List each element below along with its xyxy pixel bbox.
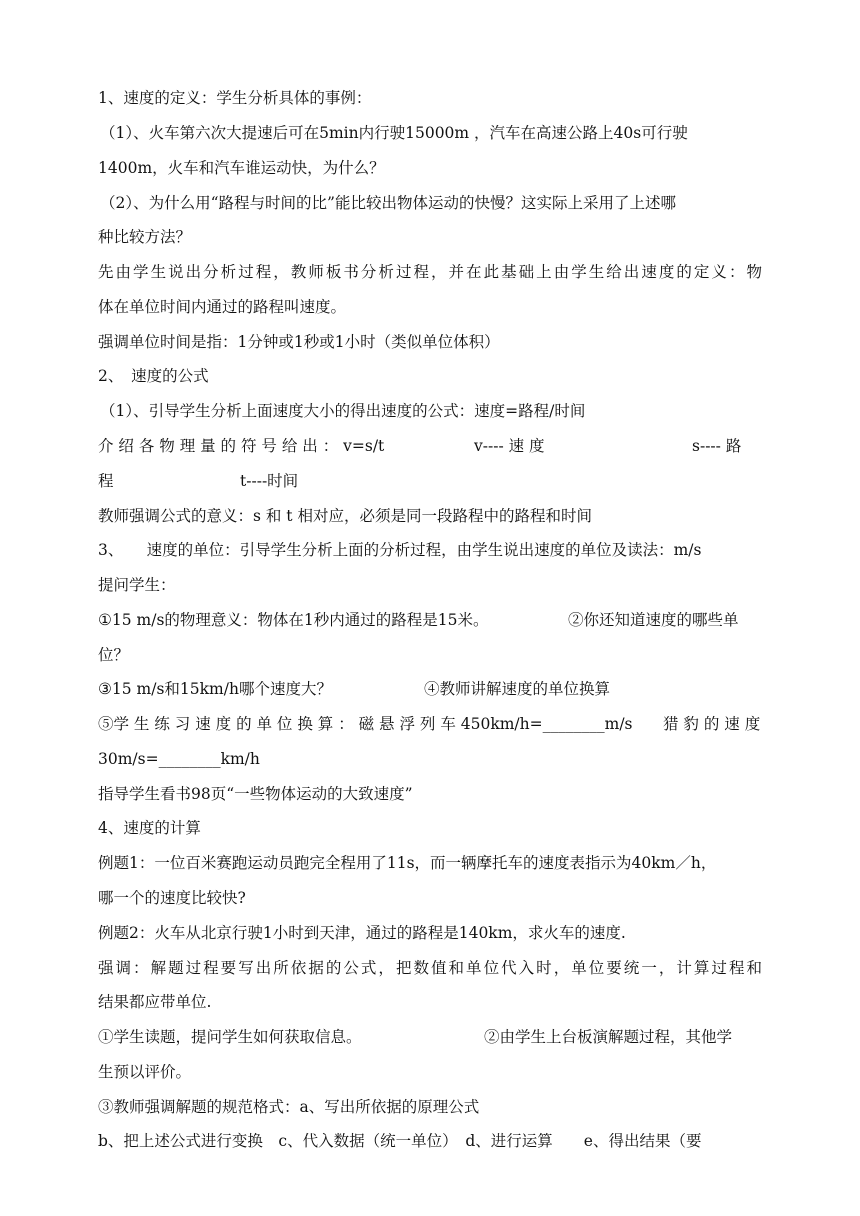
exercise-maglev: ⑤学 生 练 习 速 度 的 单 位 换 算 ： 磁 悬 浮 列 车 450km/h=________m/s	[98, 715, 633, 733]
procedure-line-1: 先由学生说出分析过程，教师板书分析过程，并在此基础上由学生给出速度的定义：物	[98, 263, 762, 281]
solution-emphasis-line-1: 强调：解题过程要写出所依据的公式，把数值和单位代入时，单位要统一，计算过程和	[98, 959, 762, 977]
question-2-continuation: 位？	[98, 646, 130, 664]
step-3: ③教师强调解题的规范格式：a、写出所依据的原理公式	[98, 1098, 480, 1116]
exercise-cheetah: 猎 豹 的 速 度	[663, 715, 761, 733]
symbol-s: s---- 路	[692, 437, 742, 455]
formula-derivation: （1）、引导学生分析上面速度大小的得出速度的公式：速度=路程/时间	[100, 402, 586, 420]
heading-speed-unit: 3、 速度的单位：引导学生分析上面的分析过程，由学生说出速度的单位及读法：m/s	[98, 541, 702, 559]
step-2-continuation: 生预以评价。	[98, 1063, 192, 1081]
step-3-substeps: b、把上述公式进行变换 c、代入数据（统一单位） d、进行运算 e、得出结果（要	[98, 1132, 702, 1150]
example-problem-1-line-2: 哪一个的速度比较快?	[98, 889, 246, 907]
formula-meaning: 教师强调公式的意义：s 和 t 相对应，必须是同一段路程中的路程和时间	[98, 507, 592, 525]
example-1-line-1: （1）、火车第六次大提速后可在5min内行驶15000m ，汽车在高速公路上40s可行驶	[100, 124, 688, 142]
question-2: ②你还知道速度的哪些单	[568, 611, 739, 629]
exercise-continuation: 30m/s=________km/h	[98, 750, 260, 768]
solution-emphasis-line-2: 结果都应带单位.	[98, 993, 212, 1011]
example-problem-1-line-1: 例题1：一位百米赛跑运动员跑完全程用了11s，而一辆摩托车的速度表指示为40km／h，	[98, 854, 717, 872]
example-problem-2: 例题2：火车从北京行驶1小时到天津，通过的路程是140km，求火车的速度.	[98, 924, 626, 942]
heading-speed-calculation: 4、速度的计算	[98, 819, 201, 837]
symbols-intro: 介 绍 各 物 理 量 的 符 号 给 出 ： v=s/t	[98, 437, 385, 455]
question-3: ③15 m/s和15km/h哪个速度大？	[98, 680, 332, 698]
procedure-line-2: 体在单位时间内通过的路程叫速度。	[98, 298, 347, 316]
symbol-v: v---- 速 度	[474, 437, 545, 455]
symbols-line-1	[98, 434, 762, 458]
example-1-line-2: 1400m，火车和汽车谁运动快，为什么？	[98, 159, 385, 177]
exercise-row	[98, 712, 762, 736]
heading-speed-definition: 1、速度的定义：学生分析具体的事例：	[98, 89, 372, 107]
emphasis-unit-time: 强调单位时间是指：1分钟或1秒或1小时（类似单位体积）	[98, 333, 500, 351]
symbols-line-2	[98, 469, 762, 493]
symbol-t: t----时间	[240, 472, 299, 490]
steps-row-1	[98, 1025, 762, 1049]
example-2-line-1: （2）、为什么用“路程与时间的比”能比较出物体运动的快慢？这实际上采用了上述哪	[100, 194, 676, 212]
question-1: ①15 m/s的物理意义：物体在1秒内通过的路程是15米。	[98, 611, 489, 629]
heading-speed-formula: 2、 速度的公式	[98, 367, 209, 385]
question-row-1	[98, 608, 762, 632]
example-2-line-2: 种比较方法？	[98, 228, 192, 246]
question-row-2	[98, 677, 762, 701]
question-prompt: 提问学生：	[98, 576, 176, 594]
textbook-reference: 指导学生看书98页“一些物体运动的大致速度”	[98, 785, 413, 803]
step-2: ②由学生上台板演解题过程，其他学	[484, 1028, 733, 1046]
symbol-s-continuation: 程	[98, 472, 114, 490]
question-4: ④教师讲解速度的单位换算	[424, 680, 611, 698]
step-1: ①学生读题，提问学生如何获取信息。	[98, 1028, 362, 1046]
